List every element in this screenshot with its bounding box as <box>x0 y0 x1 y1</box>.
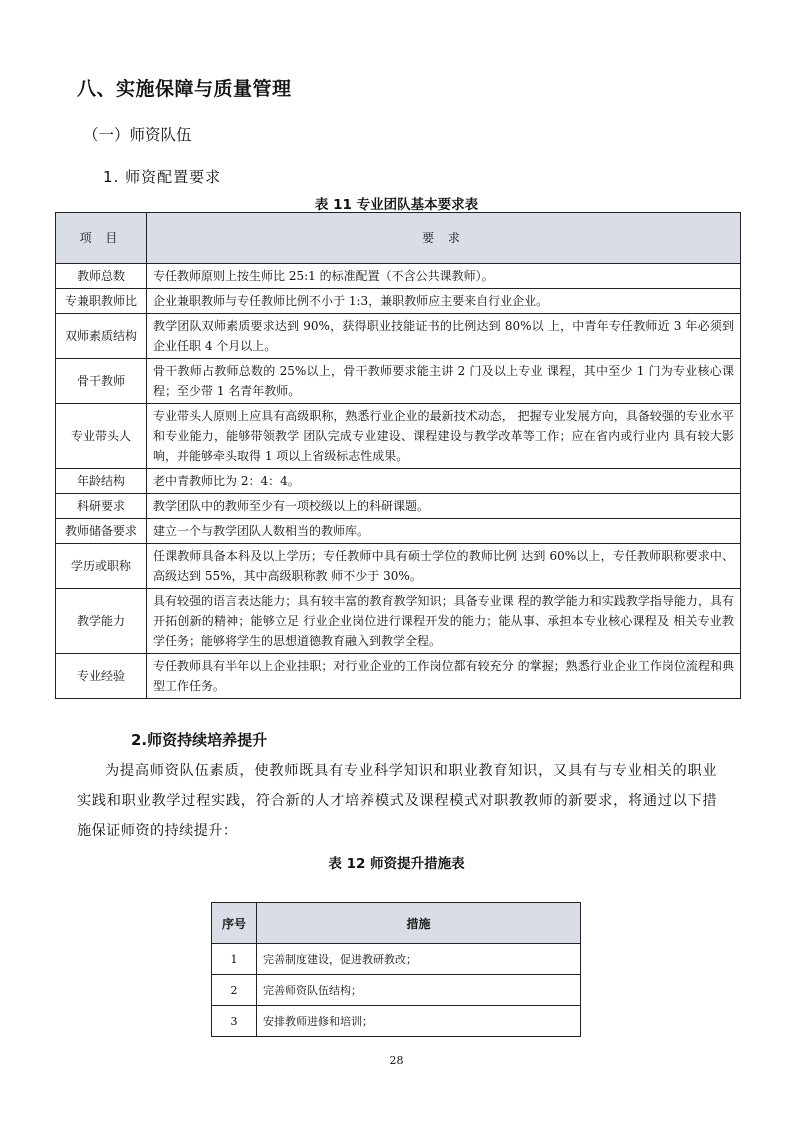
table-row <box>56 289 741 314</box>
table12-caption: 表 12 师资提升措施表 <box>328 856 465 872</box>
table-row <box>56 404 741 469</box>
table-row <box>56 589 741 654</box>
row-requirement: 专业带头人原则上应具有高级职称，熟悉行业企业的最新技术动态， 把握专业发展方向，具备较强的专业水平和专业能力，能够带领教学 团队完成专业建设、课程建设与教学改革等工作；应在省内或行业内 具有较大影响，并能够牵头取得 1 项以上省级标志性成果。 <box>147 404 741 469</box>
table-row <box>212 1006 581 1037</box>
row-requirement: 任课教师具备本科及以上学历；专任教师中具有硕士学位的教师比例 达到 60%以上，专任教师职称要求中、高级达到 55%，其中高级职称教 师不少于 30%。 <box>147 544 741 589</box>
body-paragraph: 为提高师资队伍素质，使教师既具有专业科学知识和职业教育知识，又具有与专业相关的职业实践和职业教学过程实践，符合新的人才培养模式及课程模式对职教教师的新要求，将通过以下措施保证师资的持续提升： <box>77 763 717 839</box>
row-measure: 安排教师进修和培训； <box>257 1006 581 1037</box>
row-item: 年龄结构 <box>56 469 147 494</box>
page-number: 28 <box>389 1054 404 1067</box>
table-row <box>212 944 581 975</box>
table-header-row <box>56 213 741 264</box>
table-row <box>56 359 741 404</box>
section-heading: 八、实施保障与质量管理 <box>77 78 292 100</box>
row-number: 2 <box>212 975 257 1006</box>
subsection-heading: （一）师资队伍 <box>83 126 192 144</box>
row-requirement: 老中青教师比为 2：4：4。 <box>147 469 741 494</box>
table-row <box>56 494 741 519</box>
table-row <box>56 654 741 699</box>
header-item: 项 目 <box>56 213 147 264</box>
row-item: 科研要求 <box>56 494 147 519</box>
table-row <box>212 975 581 1006</box>
row-measure: 完善制度建设，促进教研教改； <box>257 944 581 975</box>
row-requirement: 企业兼职教师与专任教师比例不小于 1:3，兼职教师应主要来自行业企业。 <box>147 289 741 314</box>
row-number: 1 <box>212 944 257 975</box>
teacher-requirements-table <box>55 212 741 699</box>
table-row <box>56 519 741 544</box>
row-requirement: 骨干教师占教师总数的 25%以上，骨干教师要求能主讲 2 门及以上专业 课程，其中至少 1 门为专业核心课程；至少带 1 名青年教师。 <box>147 359 741 404</box>
improvement-measures-table <box>211 902 581 1037</box>
table-row <box>56 469 741 494</box>
row-item: 教学能力 <box>56 589 147 654</box>
row-item: 专业带头人 <box>56 404 147 469</box>
table-header-row <box>212 903 581 944</box>
row-measure: 完善师资队伍结构； <box>257 975 581 1006</box>
row-item: 学历或职称 <box>56 544 147 589</box>
row-requirement: 具有较强的语言表达能力；具有较丰富的教育教学知识；具备专业课 程的教学能力和实践教学指导能力，具有开拓创新的精神；能够立足 行业企业岗位进行课程开发的能力；能从事、承担本专业核心课程及 相关专业教学任务；能够将学生的思想道德教育融入到教学全程。 <box>147 589 741 654</box>
row-item: 专兼职教师比 <box>56 289 147 314</box>
row-item: 教师总数 <box>56 264 147 289</box>
table-row <box>56 544 741 589</box>
table-row <box>56 264 741 289</box>
row-requirement: 专任教师具有半年以上企业挂职；对行业企业的工作岗位都有较充分 的掌握；熟悉行业企业工作岗位流程和典型工作任务。 <box>147 654 741 699</box>
row-number: 3 <box>212 1006 257 1037</box>
header-number: 序号 <box>212 903 257 944</box>
header-requirement: 要 求 <box>147 213 741 264</box>
row-item: 专业经验 <box>56 654 147 699</box>
item-heading-2: 2.师资持续培养提升 <box>131 731 268 749</box>
row-item: 双师素质结构 <box>56 314 147 359</box>
row-requirement: 建立一个与教学团队人数相当的教师库。 <box>147 519 741 544</box>
row-requirement: 教学团队双师素质要求达到 90%，获得职业技能证书的比例达到 80%以 上，中青年专任教师近 3 年必须到企业任职 4 个月以上。 <box>147 314 741 359</box>
item-heading-1: 1. 师资配置要求 <box>103 168 222 186</box>
row-requirement: 教学团队中的教师至少有一项校级以上的科研课题。 <box>147 494 741 519</box>
row-requirement: 专任教师原则上按生师比 25:1 的标准配置（不含公共课教师）。 <box>147 264 741 289</box>
table-row <box>56 314 741 359</box>
row-item: 教师储备要求 <box>56 519 147 544</box>
header-measure: 措施 <box>257 903 581 944</box>
row-item: 骨干教师 <box>56 359 147 404</box>
table11-caption: 表 11 专业团队基本要求表 <box>314 197 479 213</box>
